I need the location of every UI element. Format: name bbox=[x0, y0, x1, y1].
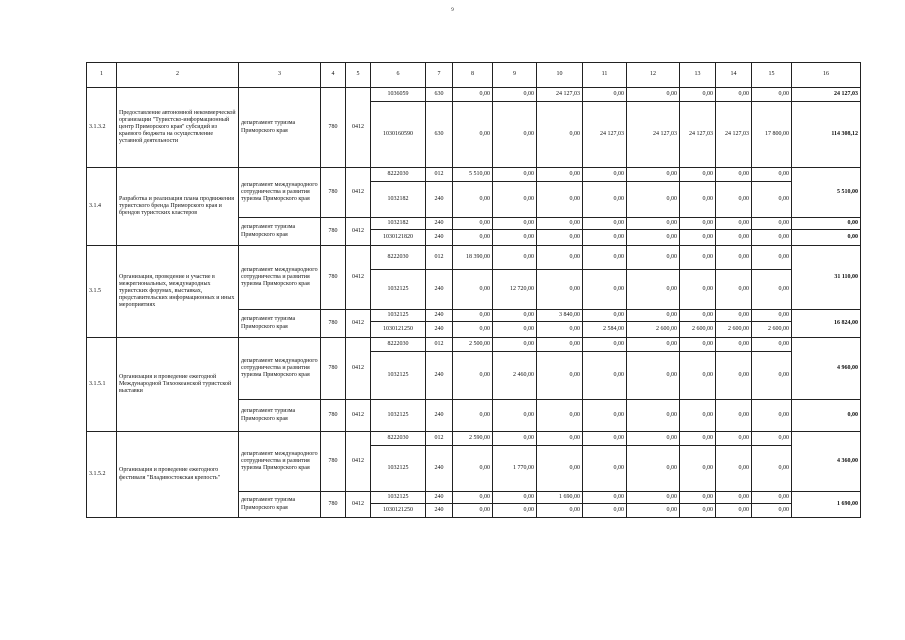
table-row bbox=[87, 432, 861, 446]
year-amount: 5 510,00 bbox=[453, 168, 493, 182]
expense-type-code: 240 bbox=[426, 182, 453, 218]
row-number: 3.1.5.1 bbox=[87, 338, 117, 432]
year-amount: 0,00 bbox=[627, 270, 680, 310]
year-amount: 2 600,00 bbox=[716, 322, 752, 338]
year-amount: 0,00 bbox=[493, 322, 537, 338]
grbs-code: 780 bbox=[321, 310, 346, 338]
total-amount: 31 110,00 bbox=[792, 246, 861, 310]
year-amount: 0,00 bbox=[752, 492, 792, 504]
total-amount: 4 960,00 bbox=[792, 338, 861, 400]
column-header-row bbox=[87, 63, 861, 88]
year-amount: 0,00 bbox=[537, 168, 583, 182]
year-amount: 0,00 bbox=[627, 88, 680, 102]
target-item-code: 8222030 bbox=[371, 432, 426, 446]
measure-name: Разработка и реализация плана продвижения туристского бренда Приморского края и брендов туристских кластеров bbox=[117, 168, 239, 246]
year-amount: 2 460,00 bbox=[493, 352, 537, 400]
total-amount: 16 824,00 bbox=[792, 310, 861, 338]
year-amount: 0,00 bbox=[680, 168, 716, 182]
year-amount: 0,00 bbox=[752, 182, 792, 218]
section-code: 0412 bbox=[346, 246, 371, 310]
year-amount: 0,00 bbox=[453, 322, 493, 338]
column-header: 2 bbox=[117, 63, 239, 88]
year-amount: 0,00 bbox=[583, 168, 627, 182]
year-amount: 0,00 bbox=[716, 182, 752, 218]
department-name: департамент международного сотрудничества и развития туризма Приморского края bbox=[239, 432, 321, 492]
year-amount: 12 720,00 bbox=[493, 270, 537, 310]
year-amount: 0,00 bbox=[627, 182, 680, 218]
column-header: 13 bbox=[680, 63, 716, 88]
year-amount: 0,00 bbox=[583, 400, 627, 432]
grbs-code: 780 bbox=[321, 168, 346, 218]
year-amount: 0,00 bbox=[537, 432, 583, 446]
year-amount: 0,00 bbox=[537, 182, 583, 218]
target-item-code: 1032182 bbox=[371, 182, 426, 218]
department-name: департамент туризма Приморского края bbox=[239, 400, 321, 432]
total-amount: 4 360,00 bbox=[792, 432, 861, 492]
year-amount: 0,00 bbox=[537, 352, 583, 400]
row-number: 3.1.4 bbox=[87, 168, 117, 246]
year-amount: 24 127,03 bbox=[680, 102, 716, 168]
expense-type-code: 630 bbox=[426, 102, 453, 168]
year-amount: 0,00 bbox=[537, 102, 583, 168]
column-header: 15 bbox=[752, 63, 792, 88]
year-amount: 24 127,03 bbox=[583, 102, 627, 168]
year-amount: 0,00 bbox=[752, 246, 792, 270]
column-header: 5 bbox=[346, 63, 371, 88]
target-item-code: 1030121250 bbox=[371, 504, 426, 518]
year-amount: 2 500,00 bbox=[453, 338, 493, 352]
table-row bbox=[87, 246, 861, 270]
page-number: 9 bbox=[451, 8, 454, 13]
table-row bbox=[87, 168, 861, 182]
section-code: 0412 bbox=[346, 310, 371, 338]
grbs-code: 780 bbox=[321, 400, 346, 432]
department-name: департамент туризма Приморского края bbox=[239, 492, 321, 518]
year-amount: 0,00 bbox=[627, 504, 680, 518]
grbs-code: 780 bbox=[321, 218, 346, 246]
target-item-code: 8222030 bbox=[371, 338, 426, 352]
year-amount: 0,00 bbox=[752, 400, 792, 432]
year-amount: 24 127,03 bbox=[537, 88, 583, 102]
year-amount: 0,00 bbox=[627, 230, 680, 246]
grbs-code: 780 bbox=[321, 246, 346, 310]
column-header: 14 bbox=[716, 63, 752, 88]
year-amount: 0,00 bbox=[680, 432, 716, 446]
year-amount: 2 600,00 bbox=[752, 322, 792, 338]
expense-type-code: 240 bbox=[426, 310, 453, 322]
year-amount: 0,00 bbox=[537, 400, 583, 432]
year-amount: 0,00 bbox=[716, 270, 752, 310]
expense-type-code: 240 bbox=[426, 504, 453, 518]
column-header: 4 bbox=[321, 63, 346, 88]
expense-type-code: 012 bbox=[426, 168, 453, 182]
table-row bbox=[87, 88, 861, 102]
total-amount: 24 127,03 bbox=[792, 88, 861, 102]
year-amount: 0,00 bbox=[453, 230, 493, 246]
year-amount: 0,00 bbox=[627, 168, 680, 182]
year-amount: 0,00 bbox=[716, 504, 752, 518]
year-amount: 0,00 bbox=[537, 270, 583, 310]
year-amount: 0,00 bbox=[583, 432, 627, 446]
expense-type-code: 012 bbox=[426, 338, 453, 352]
total-amount: 0,00 bbox=[792, 218, 861, 230]
column-header: 9 bbox=[493, 63, 537, 88]
year-amount: 24 127,03 bbox=[627, 102, 680, 168]
year-amount: 0,00 bbox=[627, 338, 680, 352]
year-amount: 0,00 bbox=[752, 230, 792, 246]
year-amount: 0,00 bbox=[583, 182, 627, 218]
year-amount: 0,00 bbox=[752, 338, 792, 352]
column-header: 7 bbox=[426, 63, 453, 88]
year-amount: 0,00 bbox=[453, 270, 493, 310]
target-item-code: 1032125 bbox=[371, 400, 426, 432]
year-amount: 0,00 bbox=[752, 218, 792, 230]
expense-type-code: 240 bbox=[426, 352, 453, 400]
year-amount: 0,00 bbox=[716, 168, 752, 182]
department-name: департамент международного сотрудничества и развития туризма Приморского края bbox=[239, 246, 321, 310]
year-amount: 0,00 bbox=[583, 310, 627, 322]
target-item-code: 8222030 bbox=[371, 168, 426, 182]
section-code: 0412 bbox=[346, 88, 371, 168]
expense-type-code: 240 bbox=[426, 492, 453, 504]
year-amount: 0,00 bbox=[493, 182, 537, 218]
target-item-code: 1032125 bbox=[371, 270, 426, 310]
year-amount: 0,00 bbox=[752, 310, 792, 322]
year-amount: 0,00 bbox=[716, 88, 752, 102]
expense-type-code: 240 bbox=[426, 446, 453, 492]
expense-type-code: 630 bbox=[426, 88, 453, 102]
year-amount: 0,00 bbox=[716, 230, 752, 246]
column-header: 16 bbox=[792, 63, 861, 88]
year-amount: 0,00 bbox=[583, 338, 627, 352]
year-amount: 0,00 bbox=[716, 446, 752, 492]
year-amount: 0,00 bbox=[752, 504, 792, 518]
year-amount: 0,00 bbox=[493, 310, 537, 322]
year-amount: 2 600,00 bbox=[680, 322, 716, 338]
year-amount: 0,00 bbox=[627, 352, 680, 400]
year-amount: 0,00 bbox=[493, 102, 537, 168]
measure-name: Организация, проведение и участие в межрегиональных, международных туристских форумах, выставках, представительских информационных и иных мероприятиях bbox=[117, 246, 239, 338]
department-name: департамент международного сотрудничества и развития туризма Приморского края bbox=[239, 338, 321, 400]
target-item-code: 1032182 bbox=[371, 218, 426, 230]
section-code: 0412 bbox=[346, 168, 371, 218]
year-amount: 0,00 bbox=[680, 270, 716, 310]
year-amount: 0,00 bbox=[680, 218, 716, 230]
section-code: 0412 bbox=[346, 338, 371, 400]
year-amount: 0,00 bbox=[493, 504, 537, 518]
year-amount: 0,00 bbox=[680, 400, 716, 432]
column-header: 1 bbox=[87, 63, 117, 88]
column-header: 12 bbox=[627, 63, 680, 88]
target-item-code: 1030121820 bbox=[371, 230, 426, 246]
year-amount: 0,00 bbox=[583, 88, 627, 102]
year-amount: 0,00 bbox=[583, 270, 627, 310]
year-amount: 0,00 bbox=[752, 88, 792, 102]
year-amount: 17 800,00 bbox=[752, 102, 792, 168]
grbs-code: 780 bbox=[321, 432, 346, 492]
target-item-code: 1032125 bbox=[371, 310, 426, 322]
row-number: 3.1.5.2 bbox=[87, 432, 117, 518]
year-amount: 0,00 bbox=[680, 230, 716, 246]
section-code: 0412 bbox=[346, 218, 371, 246]
year-amount: 0,00 bbox=[493, 432, 537, 446]
year-amount: 0,00 bbox=[583, 492, 627, 504]
total-amount: 1 690,00 bbox=[792, 492, 861, 518]
year-amount: 0,00 bbox=[537, 218, 583, 230]
year-amount: 0,00 bbox=[493, 218, 537, 230]
year-amount: 24 127,03 bbox=[716, 102, 752, 168]
target-item-code: 1030121250 bbox=[371, 322, 426, 338]
department-name: департамент международного сотрудничества и развития туризма Приморского края bbox=[239, 168, 321, 218]
year-amount: 0,00 bbox=[752, 270, 792, 310]
department-name: департамент туризма Приморского края bbox=[239, 310, 321, 338]
year-amount: 0,00 bbox=[627, 310, 680, 322]
year-amount: 0,00 bbox=[583, 352, 627, 400]
year-amount: 0,00 bbox=[627, 492, 680, 504]
total-amount: 0,00 bbox=[792, 230, 861, 246]
measure-name: Организация и проведение ежегодного фестиваля "Владивостокская крепость" bbox=[117, 432, 239, 518]
year-amount: 0,00 bbox=[752, 432, 792, 446]
target-item-code: 1036059 bbox=[371, 88, 426, 102]
year-amount: 0,00 bbox=[453, 182, 493, 218]
table-row bbox=[87, 338, 861, 352]
year-amount: 0,00 bbox=[493, 492, 537, 504]
year-amount: 0,00 bbox=[583, 246, 627, 270]
year-amount: 0,00 bbox=[453, 504, 493, 518]
year-amount: 0,00 bbox=[680, 446, 716, 492]
target-item-code: 1032125 bbox=[371, 492, 426, 504]
year-amount: 0,00 bbox=[716, 352, 752, 400]
year-amount: 0,00 bbox=[493, 168, 537, 182]
year-amount: 0,00 bbox=[680, 352, 716, 400]
expense-type-code: 012 bbox=[426, 246, 453, 270]
year-amount: 1 770,00 bbox=[493, 446, 537, 492]
year-amount: 0,00 bbox=[453, 352, 493, 400]
budget-table bbox=[86, 62, 861, 518]
year-amount: 18 390,00 bbox=[453, 246, 493, 270]
department-name: департамент туризма Приморского края bbox=[239, 88, 321, 168]
year-amount: 0,00 bbox=[680, 310, 716, 322]
year-amount: 0,00 bbox=[453, 310, 493, 322]
year-amount: 0,00 bbox=[583, 218, 627, 230]
year-amount: 0,00 bbox=[537, 322, 583, 338]
year-amount: 0,00 bbox=[583, 504, 627, 518]
year-amount: 0,00 bbox=[680, 338, 716, 352]
target-item-code: 1030160590 bbox=[371, 102, 426, 168]
year-amount: 0,00 bbox=[680, 88, 716, 102]
year-amount: 2 590,00 bbox=[453, 432, 493, 446]
year-amount: 0,00 bbox=[752, 168, 792, 182]
year-amount: 0,00 bbox=[453, 88, 493, 102]
year-amount: 0,00 bbox=[716, 492, 752, 504]
expense-type-code: 240 bbox=[426, 218, 453, 230]
year-amount: 0,00 bbox=[453, 102, 493, 168]
year-amount: 0,00 bbox=[752, 352, 792, 400]
year-amount: 2 584,00 bbox=[583, 322, 627, 338]
year-amount: 0,00 bbox=[716, 310, 752, 322]
year-amount: 0,00 bbox=[537, 504, 583, 518]
year-amount: 2 600,00 bbox=[627, 322, 680, 338]
column-header: 11 bbox=[583, 63, 627, 88]
year-amount: 0,00 bbox=[627, 446, 680, 492]
year-amount: 0,00 bbox=[627, 218, 680, 230]
grbs-code: 780 bbox=[321, 88, 346, 168]
expense-type-code: 240 bbox=[426, 230, 453, 246]
expense-type-code: 012 bbox=[426, 432, 453, 446]
year-amount: 0,00 bbox=[627, 246, 680, 270]
measure-name: Предоставление автономной некоммерческой организации "Туристско-информационный центр Приморского края" субсидий из краевого бюджета на осуществление уставной деятельности bbox=[117, 88, 239, 168]
total-amount: 5 510,00 bbox=[792, 168, 861, 218]
section-code: 0412 bbox=[346, 432, 371, 492]
expense-type-code: 240 bbox=[426, 400, 453, 432]
year-amount: 0,00 bbox=[716, 432, 752, 446]
section-code: 0412 bbox=[346, 492, 371, 518]
year-amount: 0,00 bbox=[453, 400, 493, 432]
year-amount: 0,00 bbox=[716, 338, 752, 352]
year-amount: 0,00 bbox=[453, 218, 493, 230]
year-amount: 0,00 bbox=[537, 446, 583, 492]
column-header: 3 bbox=[239, 63, 321, 88]
year-amount: 0,00 bbox=[493, 246, 537, 270]
expense-type-code: 240 bbox=[426, 322, 453, 338]
year-amount: 0,00 bbox=[493, 338, 537, 352]
target-item-code: 8222030 bbox=[371, 246, 426, 270]
year-amount: 0,00 bbox=[493, 400, 537, 432]
grbs-code: 780 bbox=[321, 492, 346, 518]
year-amount: 0,00 bbox=[583, 230, 627, 246]
year-amount: 0,00 bbox=[716, 400, 752, 432]
year-amount: 0,00 bbox=[627, 400, 680, 432]
year-amount: 0,00 bbox=[716, 246, 752, 270]
year-amount: 0,00 bbox=[493, 230, 537, 246]
year-amount: 3 840,00 bbox=[537, 310, 583, 322]
year-amount: 0,00 bbox=[453, 446, 493, 492]
section-code: 0412 bbox=[346, 400, 371, 432]
total-amount: 114 308,12 bbox=[792, 102, 861, 168]
year-amount: 0,00 bbox=[680, 246, 716, 270]
row-number: 3.1.5 bbox=[87, 246, 117, 338]
column-header: 6 bbox=[371, 63, 426, 88]
measure-name: Организация и проведение ежегодной Международной Тихоокеанской туристской выставки bbox=[117, 338, 239, 432]
year-amount: 0,00 bbox=[752, 446, 792, 492]
total-amount: 0,00 bbox=[792, 400, 861, 432]
target-item-code: 1032125 bbox=[371, 352, 426, 400]
year-amount: 0,00 bbox=[627, 432, 680, 446]
column-header: 8 bbox=[453, 63, 493, 88]
year-amount: 0,00 bbox=[537, 230, 583, 246]
year-amount: 0,00 bbox=[680, 492, 716, 504]
year-amount: 0,00 bbox=[537, 246, 583, 270]
year-amount: 0,00 bbox=[680, 504, 716, 518]
row-number: 3.1.3.2 bbox=[87, 88, 117, 168]
year-amount: 0,00 bbox=[680, 182, 716, 218]
year-amount: 0,00 bbox=[453, 492, 493, 504]
column-header: 10 bbox=[537, 63, 583, 88]
expense-type-code: 240 bbox=[426, 270, 453, 310]
grbs-code: 780 bbox=[321, 338, 346, 400]
year-amount: 0,00 bbox=[537, 338, 583, 352]
year-amount: 0,00 bbox=[716, 218, 752, 230]
target-item-code: 1032125 bbox=[371, 446, 426, 492]
year-amount: 1 690,00 bbox=[537, 492, 583, 504]
year-amount: 0,00 bbox=[583, 446, 627, 492]
year-amount: 0,00 bbox=[493, 88, 537, 102]
department-name: департамент туризма Приморского края bbox=[239, 218, 321, 246]
